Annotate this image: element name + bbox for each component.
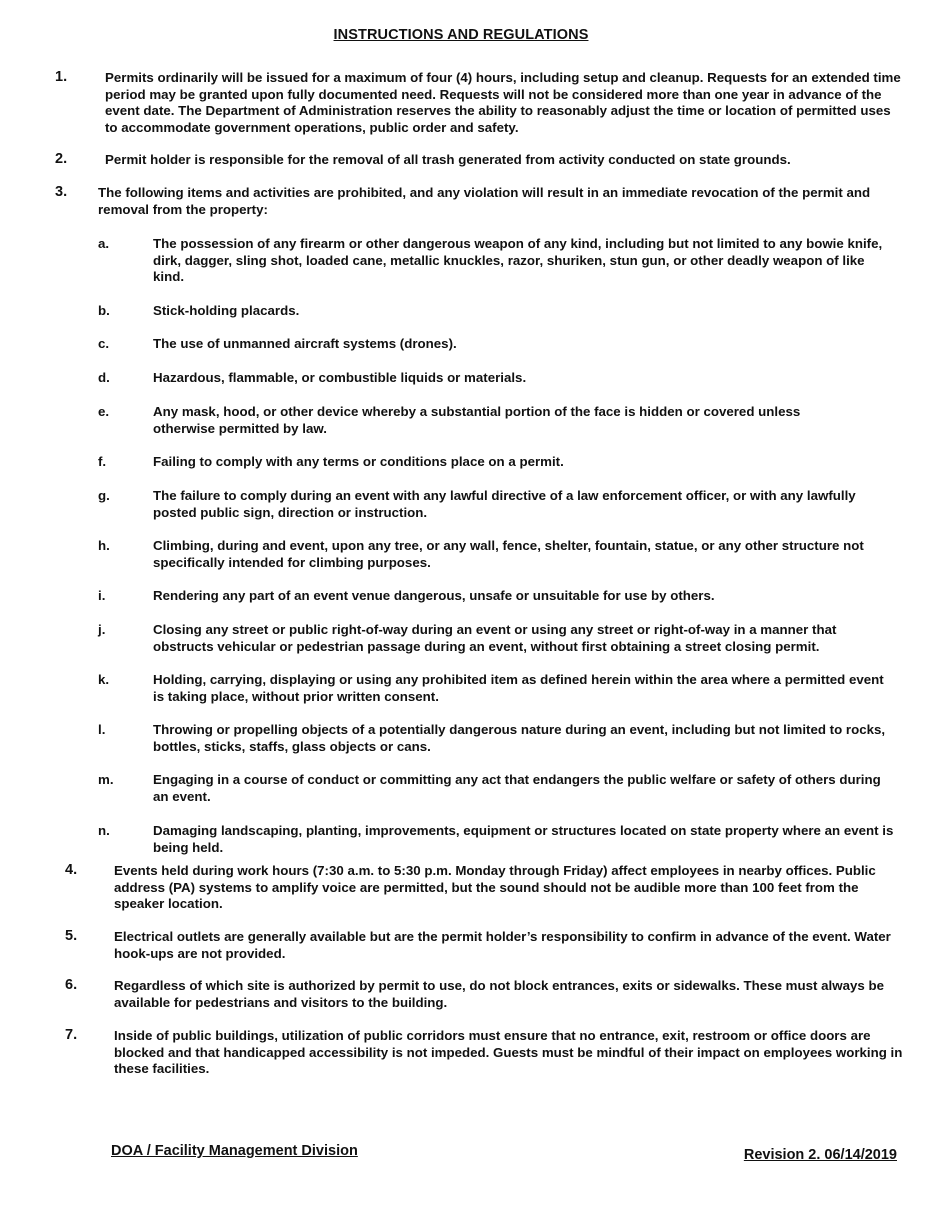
- footer-division: DOA / Facility Management Division: [111, 1143, 358, 1159]
- item-text: Climbing, during and event, upon any tree, or any wall, fence, shelter, fountain, statue, or any other structure not specifically intended for climbing purposes.: [153, 538, 864, 570]
- item-text: Holding, carrying, displaying or using any prohibited item as defined herein within the area where a permitted event is taking place, without prior written consent.: [153, 672, 884, 704]
- item-letter: g.: [98, 488, 110, 503]
- item-number: 6.: [65, 977, 78, 993]
- item-number: 4.: [65, 862, 78, 878]
- item-letter: l.: [98, 722, 106, 737]
- item-number: 3.: [55, 184, 68, 200]
- item-text: Permits ordinarily will be issued for a maximum of four (4) hours, including setup and cleanup. Requests for an extended time period may be granted upon fully documented need. Requests will not be considered more than one year in advance of the event date. The Department of Administration reserves the ability to reasonably adjust the time or location of permitted uses to accommodate government operations, public order and safety.: [105, 70, 901, 135]
- item-text: Events held during work hours (7:30 a.m. to 5:30 p.m. Monday through Friday) affect employees in nearby offices. Public address (PA) systems to amplify voice are permitted, but the sound should not be audible more than 100 feet from the speaker location.: [114, 863, 876, 912]
- item-letter: f.: [98, 454, 107, 469]
- item-letter: i.: [98, 588, 106, 603]
- item-text: Regardless of which site is authorized by permit to use, do not block entrances, exits or sidewalks. These must always be available for pedestrians and visitors to the building.: [114, 978, 884, 1010]
- item-letter: j.: [98, 622, 106, 637]
- item-letter: a.: [98, 236, 110, 251]
- item-text: Stick-holding placards.: [153, 303, 300, 318]
- item-text: The use of unmanned aircraft systems (drones).: [153, 336, 457, 351]
- item-text: Failing to comply with any terms or conditions place on a permit.: [153, 454, 564, 469]
- item-letter: m.: [98, 772, 114, 787]
- item-letter: n.: [98, 823, 110, 838]
- item-text: Engaging in a course of conduct or committing any act that endangers the public welfare or safety of others during an event.: [153, 772, 881, 804]
- item-text: Inside of public buildings, utilization of public corridors must ensure that no entrance, exit, restroom or office doors are blocked and that handicapped accessibility is not impeded. Guests must be mindful of their impact on employees working in these facilities.: [114, 1028, 903, 1077]
- item-letter: e.: [98, 404, 110, 419]
- item-number: 7.: [65, 1027, 78, 1043]
- item-number: 1.: [55, 69, 68, 85]
- item-text: Electrical outlets are generally available but are the permit holder’s responsibility to confirm in advance of the event. Water hook-ups are not provided.: [114, 929, 891, 961]
- item-text: The following items and activities are prohibited, and any violation will result in an immediate revocation of the permit and removal from the property:: [98, 185, 871, 217]
- item-letter: b.: [98, 303, 110, 318]
- item-text: Any mask, hood, or other device whereby a substantial portion of the face is hidden or covered unless otherwise permitted by law.: [153, 404, 801, 436]
- item-text: Permit holder is responsible for the removal of all trash generated from activity conducted on state grounds.: [105, 152, 791, 167]
- item-letter: d.: [98, 370, 110, 385]
- item-text: The possession of any firearm or other dangerous weapon of any kind, including but not limited to any bowie knife, dirk, dagger, sling shot, loaded cane, metallic knuckles, razor, shuriken, stun gun, or other deadly weapon of like kind.: [153, 236, 883, 285]
- item-letter: c.: [98, 336, 110, 351]
- item-text: Throwing or propelling objects of a potentially dangerous nature during an event, including but not limited to rocks, bottles, sticks, staffs, glass objects or cans.: [153, 722, 886, 754]
- item-text: Hazardous, flammable, or combustible liquids or materials.: [153, 370, 527, 385]
- item-number: 5.: [65, 928, 78, 944]
- item-number: 2.: [55, 151, 68, 167]
- page-title: INSTRUCTIONS AND REGULATIONS: [333, 27, 589, 43]
- footer-revision: Revision 2. 06/14/2019: [743, 1147, 897, 1163]
- item-text: Damaging landscaping, planting, improvements, equipment or structures located on state property where an event is being held.: [153, 823, 894, 855]
- item-text: The failure to comply during an event with any lawful directive of a law enforcement officer, or with any lawfully posted public sign, direction or instruction.: [153, 488, 856, 520]
- item-letter: h.: [98, 538, 110, 553]
- item-text: Closing any street or public right-of-way during an event or using any street or right-of-way in a manner that obstructs vehicular or pedestrian passage during an event, without first obtaining a street closing permit.: [153, 622, 837, 654]
- item-text: Rendering any part of an event venue dangerous, unsafe or unsuitable for use by others.: [153, 588, 715, 603]
- item-letter: k.: [98, 672, 110, 687]
